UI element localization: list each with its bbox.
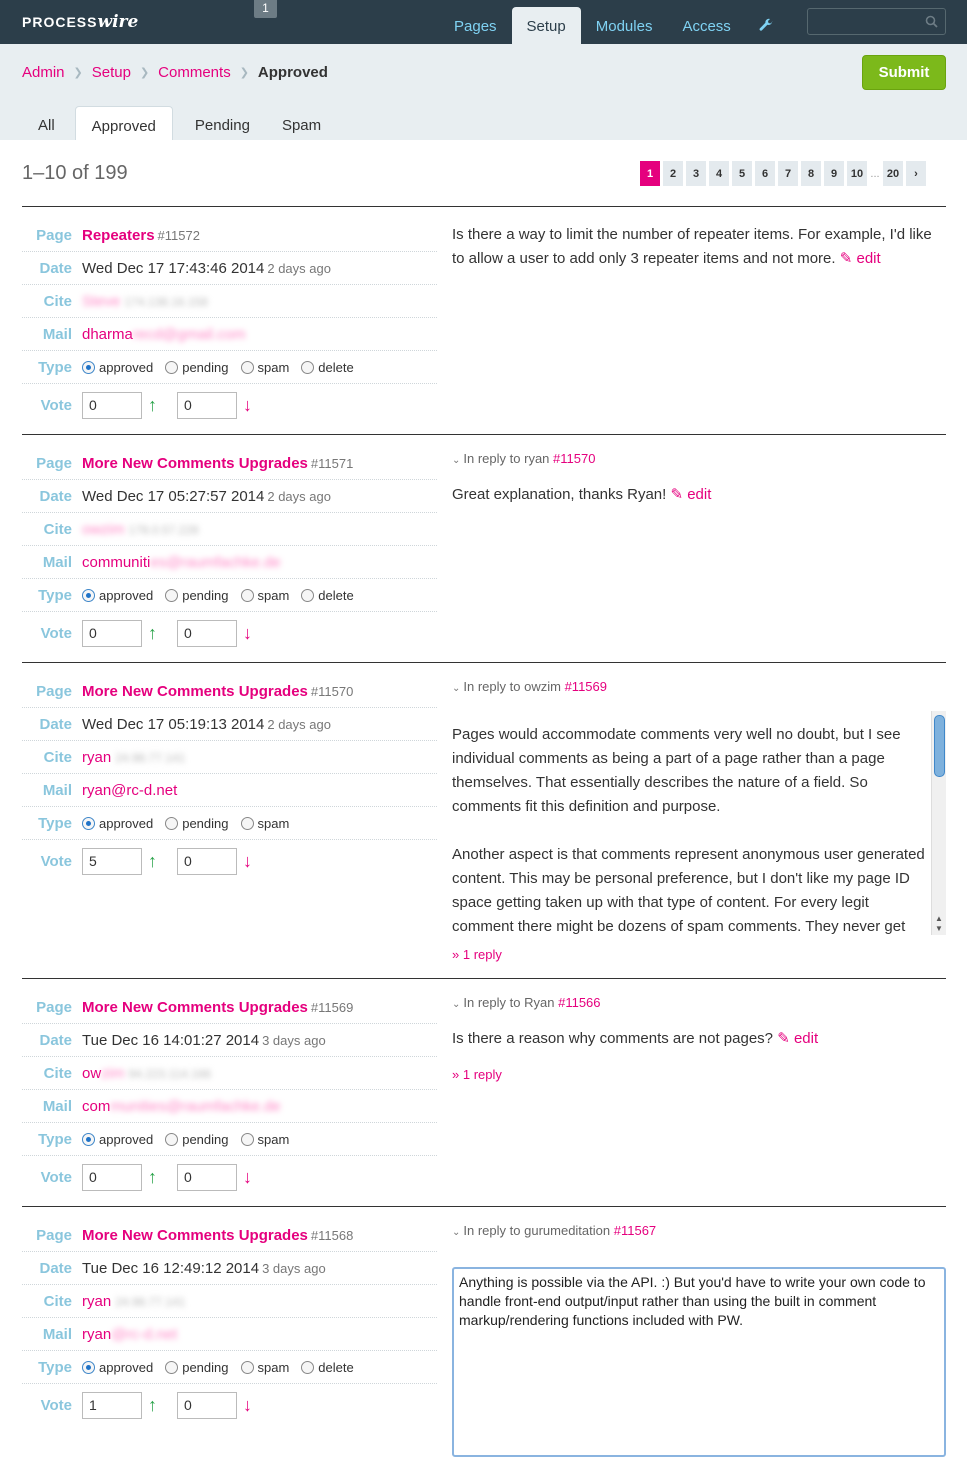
nav-setup[interactable]: Setup [512,7,581,44]
page-link[interactable]: More New Comments Upgrades [82,1226,308,1244]
comment-text[interactable]: Is there a way to limit the number of repeater items. For example, I'd like to allow a user to add only 3 repeater items and not more. ✎ edit [452,226,932,267]
submit-button[interactable]: Submit [862,55,946,90]
upvote-input[interactable]: 1 [82,1392,142,1419]
comment-age: 2 days ago [267,260,331,276]
radio-spam[interactable]: spam [241,588,290,603]
search-icon [925,15,938,28]
nav-pages[interactable]: Pages [454,18,497,35]
scroll-up-icon[interactable]: ▲ [935,914,943,923]
arrow-up-icon: ↑ [148,1166,157,1187]
arrow-down-icon: ↓ [243,850,252,871]
double-chevron-down-icon: ⌄ [452,455,461,466]
radio-approved[interactable]: approved [82,588,153,603]
reply-parent-link[interactable]: #11570 [553,451,596,466]
comment-meta [22,675,437,882]
page-20-button[interactable]: 20 [883,161,903,186]
radio-approved[interactable]: approved [82,816,153,831]
reply-parent-link[interactable]: #11569 [564,679,607,694]
main-nav [439,7,786,44]
arrow-down-icon: ↓ [243,394,252,415]
radio-pending[interactable]: pending [165,1132,228,1147]
comment-age: 3 days ago [262,1032,326,1048]
page-link[interactable]: More New Comments Upgrades [82,998,308,1016]
comment-paragraph: Another aspect is that comments represent anonymous user generated content. This may be personal preference, but I don't like my page ID space getting taken up with that type of content. For every legit comment there might be dozens of spam comments. They never get [452,846,925,935]
comment-item [22,1206,946,1450]
radio-pending[interactable]: pending [165,816,228,831]
radio-approved[interactable]: approved [82,1360,153,1375]
double-chevron-right-icon: » [452,947,460,962]
page-7-button[interactable]: 7 [778,161,798,186]
mail-link[interactable]: communiti [82,553,151,571]
mail-label: Mail [42,1097,72,1115]
radio-pending[interactable]: pending [165,1360,228,1375]
comment-text[interactable]: Great explanation, thanks Ryan! ✎ edit [452,486,712,503]
cite-label: Cite [43,520,72,538]
cite-label: Cite [43,748,72,766]
mail-link[interactable]: com [82,1097,111,1115]
radio-spam[interactable]: spam [241,816,290,831]
double-chevron-right-icon: » [452,1067,460,1082]
comment-meta [22,1219,437,1426]
ip-address: 178.0.57.228 [128,522,199,537]
downvote-input[interactable]: 0 [177,392,237,419]
comment-meta [22,447,437,654]
pagination [640,161,929,186]
cite-value: owzim [82,520,125,538]
page-3-button[interactable]: 3 [686,161,706,186]
radio-delete[interactable]: delete [301,360,353,375]
type-label: Type [38,1130,72,1148]
radio-approved[interactable]: approved [82,360,153,375]
radio-spam[interactable]: spam [241,360,290,375]
upvote-input[interactable]: 0 [82,392,142,419]
double-chevron-down-icon: ⌄ [452,683,461,694]
comment-text-scroll[interactable] [452,711,946,935]
processwire-logo[interactable]: PROCESSwire [22,12,139,32]
reply-parent-link[interactable]: #11567 [613,1223,657,1238]
edit-link[interactable]: ✎ edit [839,250,881,267]
edit-icon: ✎ [839,250,853,267]
ip-address: 94.223.114.166 [128,1066,212,1081]
vote-label: Vote [40,1168,72,1186]
nav-modules[interactable]: Modules [595,18,653,35]
cite-label: Cite [43,1292,72,1310]
comment-date: Tue Dec 16 14:01:27 2014 [82,1031,260,1049]
page-label: Page [36,998,72,1016]
page-label: Page [36,682,72,700]
mail-label: Mail [42,781,72,799]
pager-ellipsis: ... [870,167,880,180]
scroll-down-icon[interactable]: ▼ [935,924,943,933]
page-header [0,44,967,140]
page-6-button[interactable]: 6 [755,161,775,186]
comment-id: #11570 [310,683,354,699]
arrow-up-icon: ↑ [148,394,157,415]
page-link[interactable]: More New Comments Upgrades [82,454,308,472]
date-label: Date [39,487,72,505]
edit-link[interactable]: ✎ edit [670,486,712,503]
mail-hidden: recd@gmail.com [132,325,246,343]
downvote-input[interactable]: 0 [177,620,237,647]
search-input[interactable] [807,8,946,35]
tab-spam[interactable]: Spam [281,117,322,134]
page-8-button[interactable]: 8 [801,161,821,186]
chevron-right-icon: ❯ [239,67,249,79]
scrollbar[interactable] [931,711,946,935]
comment-date: Wed Dec 17 05:27:57 2014 [82,487,265,505]
page-label: Page [36,1226,72,1244]
breadcrumb [22,64,328,81]
comment-age: 2 days ago [267,488,331,504]
next-page-button[interactable]: › [906,161,926,186]
results-summary: 1–10 of 199 [22,162,128,184]
in-reply-to: ⌄ In reply to owzim #11569 [452,679,607,694]
radio-pending[interactable]: pending [165,360,228,375]
in-reply-to: ⌄ In reply to ryan #11570 [452,451,596,466]
scrollbar-thumb[interactable] [934,715,945,777]
cite-label: Cite [43,292,72,310]
cite-value: Steve [82,292,121,310]
comment-item [22,206,946,434]
date-label: Date [39,715,72,733]
downvote-input[interactable]: 0 [177,1392,237,1419]
comment-paragraph: Pages would accommodate comments very well no doubt, but I see individual comments as being a part of a page rather than a page themselves. That essentially describes the nature of a field. So comments fit this definition and purpose. [452,726,901,815]
status-tabs [22,106,337,140]
tab-approved[interactable]: Approved [75,106,173,140]
page-1-button[interactable]: 1 [640,161,660,186]
radio-approved[interactable]: approved [82,1132,153,1147]
chevron-right-icon: ❯ [73,67,83,79]
comment-meta [22,991,437,1198]
cite-hidden: zim [101,1064,125,1082]
arrow-down-icon: ↓ [243,622,252,643]
arrow-up-icon: ↑ [148,622,157,643]
page-5-button[interactable]: 5 [732,161,752,186]
ip-address: 174.138.16.158 [124,294,208,309]
arrow-up-icon: ↑ [148,1394,157,1415]
cite-label: Cite [43,1064,72,1082]
reply-parent-link[interactable]: #11566 [558,995,601,1010]
in-reply-to: ⌄ In reply to gurumeditation #11567 [452,1223,657,1238]
mail-hidden: @rc-d.net [111,1325,178,1343]
radio-delete[interactable]: delete [301,588,353,603]
replies-link[interactable]: » 1 reply [452,947,502,962]
upvote-input[interactable]: 0 [82,1164,142,1191]
comment-item [22,434,946,662]
nav-access[interactable]: Access [682,18,731,35]
page-link[interactable]: Repeaters [82,226,155,244]
breadcrumb-comments[interactable]: Comments [158,64,231,81]
edit-icon: ✎ [777,1030,790,1047]
vote-label: Vote [40,396,72,414]
vote-label: Vote [40,624,72,642]
cite-value: ow [82,1064,102,1082]
cite-value: ryan [82,1292,112,1310]
page-2-button[interactable]: 2 [663,161,683,186]
type-label: Type [38,358,72,376]
ip-address: 24.98.77.141 [115,750,186,765]
type-label: Type [38,586,72,604]
page-label: Page [36,454,72,472]
ip-address: 24.98.77.141 [115,1294,186,1309]
arrow-up-icon: ↑ [148,850,157,871]
radio-spam[interactable]: spam [241,1132,290,1147]
page-4-button[interactable]: 4 [709,161,729,186]
date-label: Date [39,259,72,277]
comment-item [22,978,946,1206]
downvote-input[interactable]: 0 [177,1164,237,1191]
mail-link[interactable]: dharma [82,325,133,343]
upvote-input[interactable]: 0 [82,620,142,647]
edit-link[interactable]: ✎ edit [777,1030,819,1047]
comment-meta [22,219,437,426]
comment-id: #11571 [310,455,354,471]
comment-age: 2 days ago [267,716,331,732]
type-label: Type [38,1358,72,1376]
wrench-icon[interactable] [746,7,786,44]
comment-text[interactable]: Is there a reason why comments are not pages? ✎ edit [452,1030,819,1047]
top-bar [0,0,967,44]
type-label: Type [38,814,72,832]
mail-link[interactable]: ryan [82,1325,112,1343]
replies-link[interactable]: » 1 reply [452,1067,502,1082]
comment-date: Wed Dec 17 05:19:13 2014 [82,715,265,733]
notification-badge[interactable]: 1 [254,0,277,18]
comment-id: #11572 [157,227,200,243]
mail-label: Mail [42,325,72,343]
page-link[interactable]: More New Comments Upgrades [82,682,308,700]
mail-hidden: munities@raumfachke.de [110,1097,281,1115]
page-9-button[interactable]: 9 [824,161,844,186]
edit-icon: ✎ [670,486,684,503]
arrow-down-icon: ↓ [243,1166,252,1187]
vote-label: Vote [40,1396,72,1414]
page-10-button[interactable]: 10 [847,161,867,186]
tab-all[interactable]: All [38,117,55,134]
comment-id: #11568 [310,1227,354,1243]
mail-hidden: es@raumfachke.de [150,553,281,571]
downvote-input[interactable]: 0 [177,848,237,875]
breadcrumb-setup[interactable]: Setup [91,64,131,81]
comment-date: Tue Dec 16 12:49:12 2014 [82,1259,260,1277]
breadcrumb-admin[interactable]: Admin [22,64,65,81]
double-chevron-down-icon: ⌄ [452,999,461,1010]
date-label: Date [39,1031,72,1049]
date-label: Date [39,1259,72,1277]
cite-value: ryan [82,748,112,766]
radio-delete[interactable]: delete [301,1360,353,1375]
arrow-down-icon: ↓ [243,1394,252,1415]
comment-item [22,662,946,978]
radio-spam[interactable]: spam [241,1360,290,1375]
comment-id: #11569 [310,999,354,1015]
comment-date: Wed Dec 17 17:43:46 2014 [82,259,265,277]
mail-label: Mail [42,1325,72,1343]
page-label: Page [36,226,72,244]
radio-pending[interactable]: pending [165,588,228,603]
breadcrumb-current: Approved [257,64,328,81]
mail-label: Mail [42,553,72,571]
upvote-input[interactable]: 5 [82,848,142,875]
vote-label: Vote [40,852,72,870]
comment-age: 3 days ago [262,1260,326,1276]
mail-link[interactable]: ryan@rc-d.net [82,781,178,799]
in-reply-to: ⌄ In reply to Ryan #11566 [452,995,601,1010]
double-chevron-down-icon: ⌄ [452,1227,461,1238]
tab-pending[interactable]: Pending [194,117,250,134]
chevron-right-icon: ❯ [139,67,150,79]
comment-editor-textarea[interactable]: Anything is possible via the API. :) But you'd have to write your own code to handle front-end output/input rather than using the built in comment markup/rendering functions included with PW. [452,1267,946,1457]
